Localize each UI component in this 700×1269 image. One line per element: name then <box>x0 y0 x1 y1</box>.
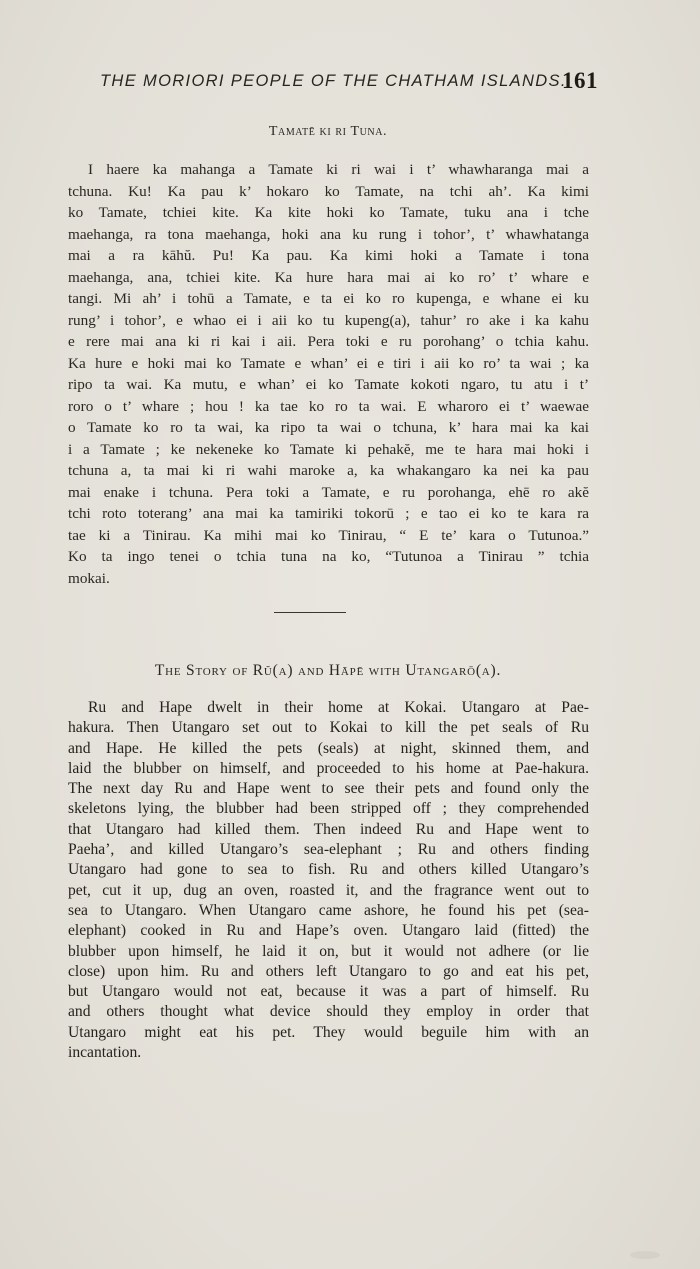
text-line: tae ki a Tinirau. Ka mihi mai ko Tinirau, “ E te’ kara o Tutunoa.” <box>68 526 589 544</box>
text-line: incantation. <box>68 1044 142 1062</box>
text-line: o Tamate ko ro ta wai, ka ripo ta wai o tchuna, k’ hara mai ka kai <box>68 419 589 436</box>
text-line: maehanga, ana, tchiei kite. Ka hure hara mai ai ko ro’ t’ whare e <box>68 268 589 286</box>
text-line: pet, cut it up, dug an oven, roasted it, and the fragrance went out to <box>68 881 589 899</box>
moriori-story-text <box>68 159 589 589</box>
text-line: Ka hure e hoki mai ko Tamate e whan’ ei e tiri i aii ko ro’ ta wai ; ka <box>68 354 589 372</box>
text-line: tchuna. Ku! Ka pau k’ hokaro ko Tamate, na tchi ah’. Ka kimi <box>68 182 589 200</box>
text-line: mai a ra kāhŭ. Pu! Ka pau. Ka kimi hoki a Tamate i tona <box>68 247 589 264</box>
text-line: Utangaro might eat his pet. They would beguile him with an <box>68 1023 589 1041</box>
text-line: Utangaro had gone to sea to fish. Ru and others killed Utangaro’s <box>68 861 589 879</box>
text-line: mai enake i tchuna. Pera toki a Tamate, e ru porohanga, ehē ro akĕ <box>68 483 589 501</box>
text-line: i a Tamate ; ke nekeneke ko Tamate ki pehakĕ, me te hara mai hoki i <box>68 440 589 458</box>
text-line: Ru and Hape dwelt in their home at Kokai. Utangaro at Pae- <box>88 699 589 716</box>
text-line: roro o t’ whare ; hou ! ka tae ko ro ta wai. E wharoro ei t’ waewae <box>68 397 589 415</box>
text-line: close) upon him. Ru and others left Utangaro to go and eat his pet, <box>68 962 589 980</box>
text-line: blubber upon himself, he laid it on, but it would not adhere (or lie <box>68 942 589 960</box>
running-head <box>100 68 600 96</box>
text-line: mokai. <box>68 569 110 587</box>
text-line: I haere ka mahanga a Tamate ki ri wai i t’ whawharanga mai a <box>88 161 589 178</box>
text-line: hakura. Then Utangaro set out to Kokai to kill the pet seals of Ru <box>68 719 589 737</box>
running-title: THE MORIORI PEOPLE OF THE CHATHAM ISLANDS. <box>100 72 567 90</box>
english-story-text <box>68 698 589 1063</box>
text-line: but Utangaro would not eat, because it was a part of himself. Ru <box>68 983 589 1001</box>
moriori-story-heading: Tamatē ki ri Tuna. <box>268 124 388 139</box>
text-line: skeletons lying, the blubber had been stripped off ; they comprehended <box>68 800 589 818</box>
text-line: and others thought what device should they employ in order that <box>68 1003 589 1021</box>
text-line: that Utangaro had killed them. Then indeed Ru and Hape went to <box>68 820 589 838</box>
text-line: laid the blubber on himself, and proceeded to his home at Pae-hakura. <box>68 759 589 777</box>
text-line: Ko ta ingo tenei o tchia tuna na ko, “Tutunoa a Tinirau ” tchia <box>68 548 589 565</box>
text-line: tchi roto toterang’ ana mai ka tamiriki tokorū ; e tao ei ko te kara ra <box>68 505 589 522</box>
paper-stain <box>630 1251 660 1259</box>
text-line: tchuna a, ta mai ki ri wahi maroke a, ka whakangaro ka nei ka pau <box>68 462 589 479</box>
text-line: sea to Utangaro. When Utangaro came ashore, he found his pet (sea- <box>68 901 589 919</box>
text-line: ripo ta wai. Ka mutu, e whan’ ei ko Tamate kokoti ngaro, tu atu i t’ <box>68 376 589 393</box>
text-line: Paeha’, and killed Utangaro’s sea-elephant ; Ru and others finding <box>68 841 589 859</box>
text-line: ko Tamate, tchiei kite. Ka kite hoki ko Tamate, tuku ana i tche <box>68 204 589 221</box>
text-line: maehanga, ra tona maehanga, hoki ana ku rung i tohor’, t’ whawhatanga <box>68 225 589 243</box>
text-line: elephant) cooked in Ru and Hape’s oven. Utangaro laid (fitted) the <box>68 922 589 940</box>
section-divider <box>274 612 346 613</box>
english-story-heading: The Story of Rŭ(a) and Hāpē with Utangarō(a). <box>154 662 502 679</box>
text-line: tangi. Mi ah’ i tohū a Tamate, e ta ei ko ro kupenga, e whane ei ku <box>68 290 589 307</box>
text-line: and Hape. He killed the pets (seals) at night, skinned them, and <box>68 739 589 757</box>
text-line: The next day Ru and Hape went to see their pets and found only the <box>68 780 589 798</box>
text-line: e rere mai ana ki ri kai i aii. Pera toki e ru porohang’ o tchia kahu. <box>68 333 589 350</box>
text-line: rung’ i tohor’, e whao ei i aii ko tu kupeng(a), tahur’ ro ake i ka kahu <box>68 311 589 329</box>
page-number: 161 <box>562 68 598 93</box>
